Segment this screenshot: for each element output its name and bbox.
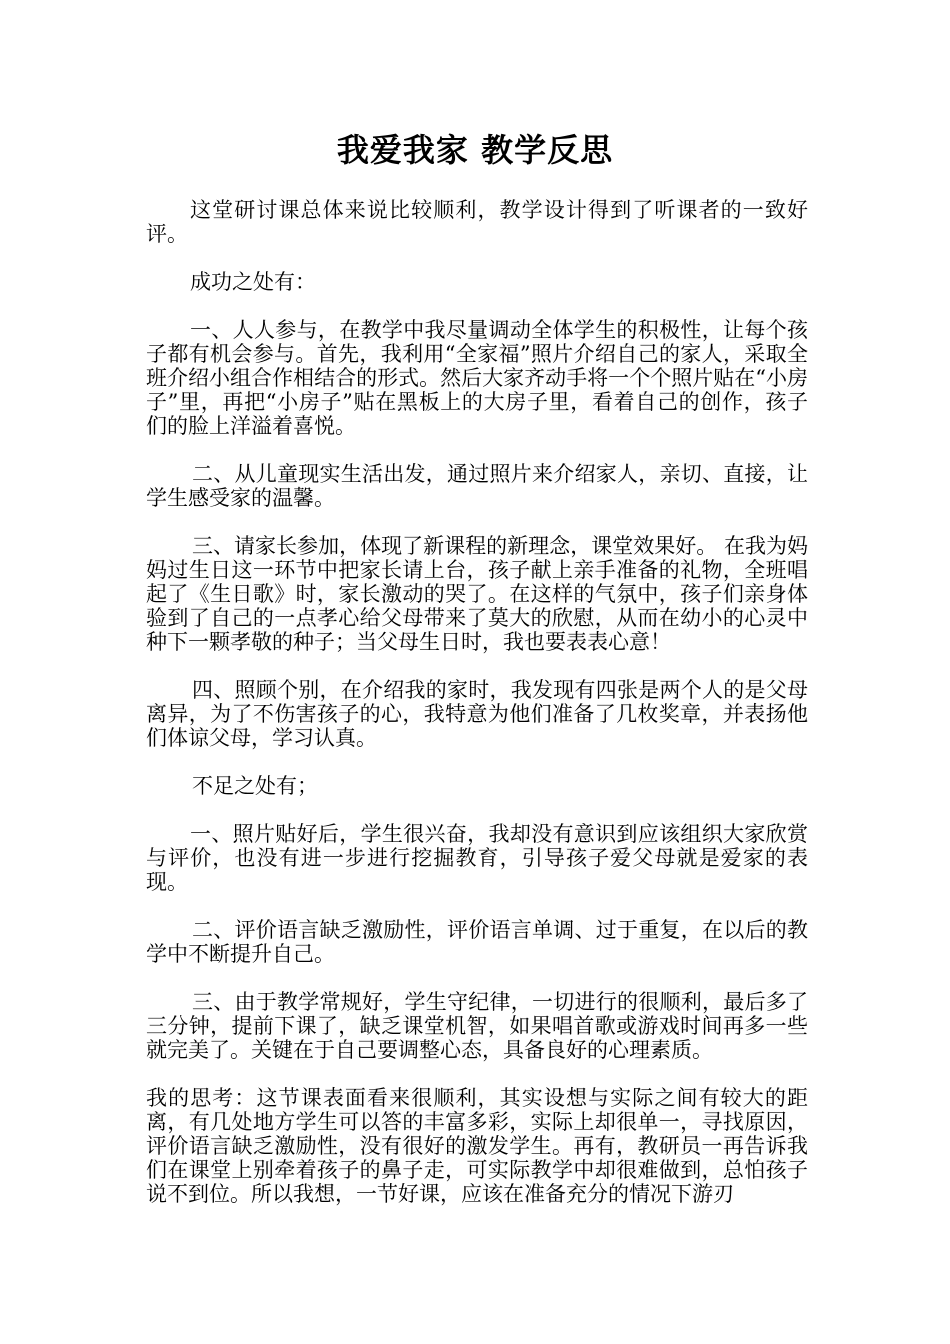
document-body	[146, 198, 808, 1230]
paragraph-strength-1: 一、人人参与，在教学中我尽量调动全体学生的积极性，让每个孩子都有机会参与。首先，我利用“全家福”照片介绍自己的家人，采取全班介绍小组合作相结合的形式。然后大家齐动手将一个个照片贴在“小房子”里，再把“小房子”贴在黑板上的大房子里，看着自己的创作，孩子们的脸上洋溢着喜悦。	[146, 318, 808, 438]
paragraph-strength-3: 三、请家长参加，体现了新课程的新理念，课堂效果好。 在我为妈妈过生日这一环节中把家长请上台，孩子献上亲手准备的礼物，全班唱起了《生日歌》时，家长激动的哭了。在这样的气氛中，孩子们亲身体验到了自己的一点孝心给父母带来了莫大的欣慰，从而在幼小的心灵中种下一颗孝敬的种子；当父母生日时，我也要表表心意！	[146, 534, 808, 654]
paragraph-weaknesses-heading: 不足之处有；	[192, 774, 318, 798]
paragraph-weakness-2: 二、评价语言缺乏激励性，评价语言单调、过于重复，在以后的教学中不断提升自己。	[146, 918, 808, 966]
paragraph-reflection: 我的思考：这节课表面看来很顺利，其实设想与实际之间有较大的距离，有几处地方学生可以答的丰富多彩，实际上却很单一，寻找原因，评价语言缺乏激励性，没有很好的激发学生。再有，教研员一再告诉我们在课堂上别牵着孩子的鼻子走，可实际教学中却很难做到，总怕孩子说不到位。所以我想，一节好课，应该在准备充分的情况下游刃	[146, 1086, 808, 1206]
document-title: 我爱我家 教学反思	[336, 131, 614, 169]
paragraph-weakness-1: 一、照片贴好后，学生很兴奋，我却没有意识到应该组织大家欣赏与评价，也没有进一步进行挖掘教育，引导孩子爱父母就是爱家的表现。	[146, 822, 808, 894]
paragraph-strength-4: 四、照顾个别，在介绍我的家时，我发现有四张是两个人的是父母离异，为了不伤害孩子的心，我特意为他们准备了几枚奖章，并表扬他们体谅父母，学习认真。	[146, 678, 808, 750]
paragraph-strengths-heading: 成功之处有：	[190, 270, 316, 294]
paragraph-strength-2: 二、从儿童现实生活出发，通过照片来介绍家人，亲切、直接，让学生感受家的温馨。	[146, 462, 808, 510]
paragraph-weakness-3: 三、由于教学常规好，学生守纪律，一切进行的很顺利，最后多了三分钟，提前下课了，缺乏课堂机智，如果唱首歌或游戏时间再多一些就完美了。关键在于自己要调整心态，具备良好的心理素质。	[146, 990, 808, 1062]
paragraph-intro: 这堂研讨课总体来说比较顺利，教学设计得到了听课者的一致好评。	[146, 198, 808, 246]
